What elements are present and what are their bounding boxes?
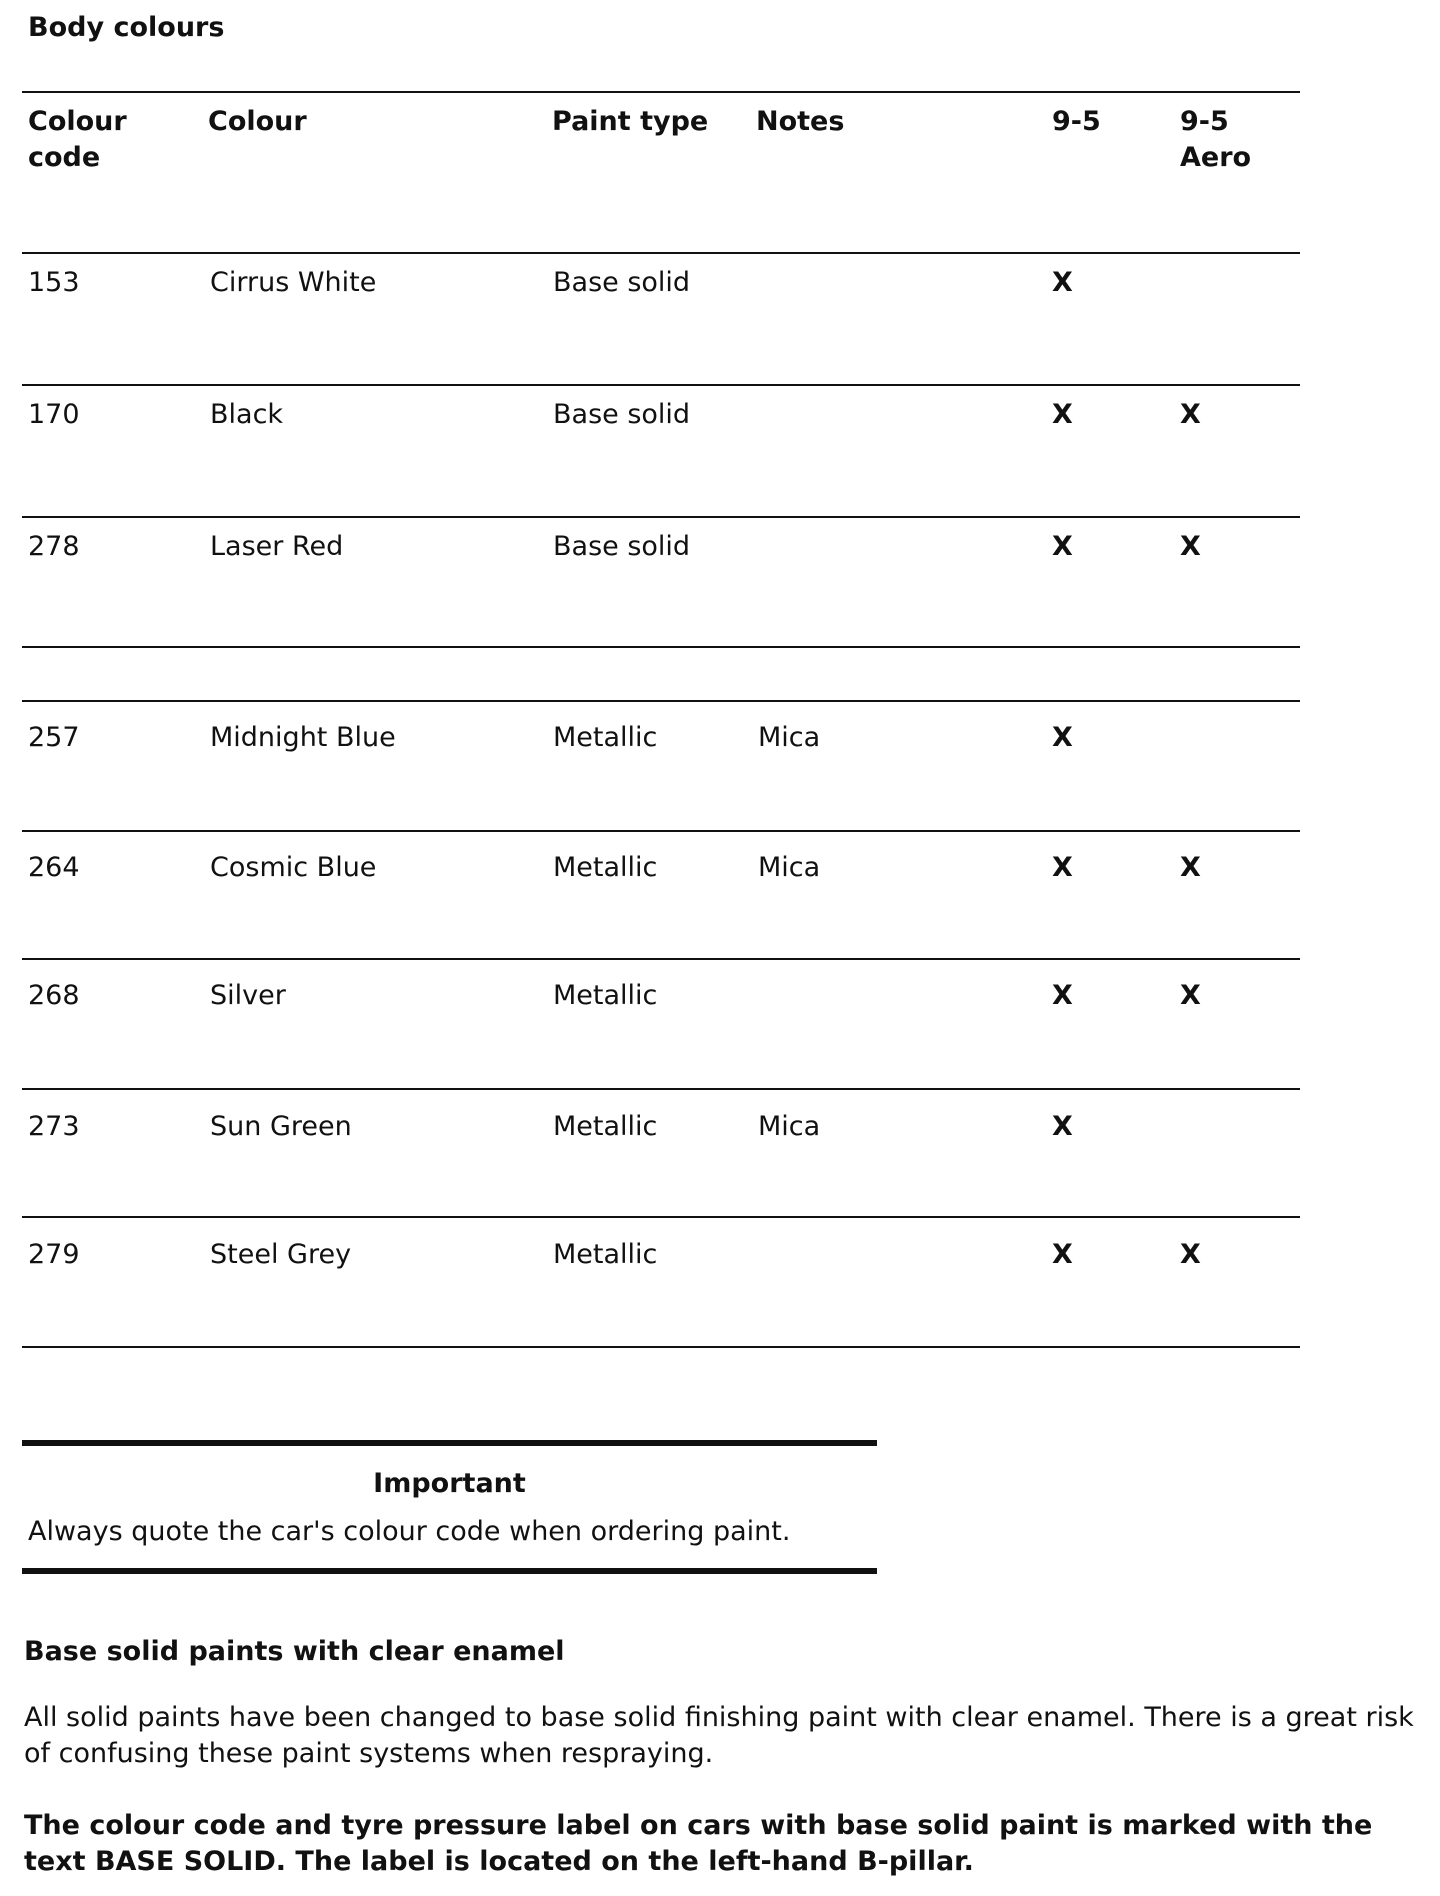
section-title: Body colours [28,12,225,43]
cell-model-9-5: X [1052,722,1073,753]
cell-colour: Midnight Blue [210,722,396,753]
cell-colour: Laser Red [210,531,344,562]
group-separator-rule [22,646,1300,648]
important-text: Always quote the car's colour code when ordering paint. [28,1516,791,1547]
important-top-rule [22,1440,877,1446]
cell-code: 264 [28,852,80,883]
table-top-rule [22,91,1300,93]
cell-paint-type: Metallic [553,1239,658,1270]
cell-model-9-5: X [1052,1239,1073,1270]
cell-colour: Black [210,399,284,430]
cell-code: 170 [28,399,80,430]
cell-model-9-5: X [1052,980,1073,1011]
cell-model-9-5: X [1052,267,1073,298]
table-bottom-rule [22,1346,1300,1348]
cell-model-9-5: X [1052,531,1073,562]
cell-notes: Mica [758,722,821,753]
cell-colour: Steel Grey [210,1239,352,1270]
header-model-9-5-aero: 9-5 Aero [1180,106,1252,173]
header-model-9-5: 9-5 [1052,106,1101,137]
row-rule [22,958,1300,960]
header-notes: Notes [756,106,845,137]
row-rule [22,830,1300,832]
header-colour-code: Colour code [28,106,127,173]
cell-notes: Mica [758,852,821,883]
header-colour: Colour [208,106,307,137]
cell-model-9-5-aero: X [1180,980,1201,1011]
cell-model-9-5-aero: X [1180,852,1201,883]
cell-colour: Cosmic Blue [210,852,377,883]
cell-code: 257 [28,722,80,753]
cell-model-9-5: X [1052,399,1073,430]
cell-code: 153 [28,267,80,298]
row-rule [22,700,1300,702]
cell-code: 268 [28,980,80,1011]
cell-code: 279 [28,1239,80,1270]
base-solid-heading: Base solid paints with clear enamel [24,1636,565,1667]
row-rule [22,384,1300,386]
important-bottom-rule [22,1568,877,1574]
cell-model-9-5: X [1052,852,1073,883]
cell-code: 278 [28,531,80,562]
cell-paint-type: Metallic [553,1111,658,1142]
cell-model-9-5-aero: X [1180,1239,1201,1270]
cell-colour: Cirrus White [210,267,377,298]
row-rule [22,1088,1300,1090]
cell-paint-type: Metallic [553,980,658,1011]
cell-model-9-5: X [1052,1111,1073,1142]
row-rule [22,1216,1300,1218]
base-solid-paragraph: All solid paints have been changed to base solid finishing paint with clear enamel. There is a great risk of confusing these paint systems when respraying. [24,1702,1414,1769]
cell-model-9-5-aero: X [1180,399,1201,430]
cell-notes: Mica [758,1111,821,1142]
cell-colour: Sun Green [210,1111,352,1142]
cell-paint-type: Metallic [553,722,658,753]
base-solid-label-note: The colour code and tyre pressure label on cars with base solid paint is marked with the text BASE SOLID. The label is located on the left-hand B-pillar. [24,1810,1373,1877]
header-paint-type: Paint type [552,106,709,137]
cell-code: 273 [28,1111,80,1142]
cell-paint-type: Base solid [553,267,691,298]
important-title: Important [373,1468,526,1499]
cell-model-9-5-aero: X [1180,531,1201,562]
row-rule [22,252,1300,254]
cell-paint-type: Metallic [553,852,658,883]
cell-paint-type: Base solid [553,531,691,562]
cell-colour: Silver [210,980,286,1011]
cell-paint-type: Base solid [553,399,691,430]
row-rule [22,516,1300,518]
